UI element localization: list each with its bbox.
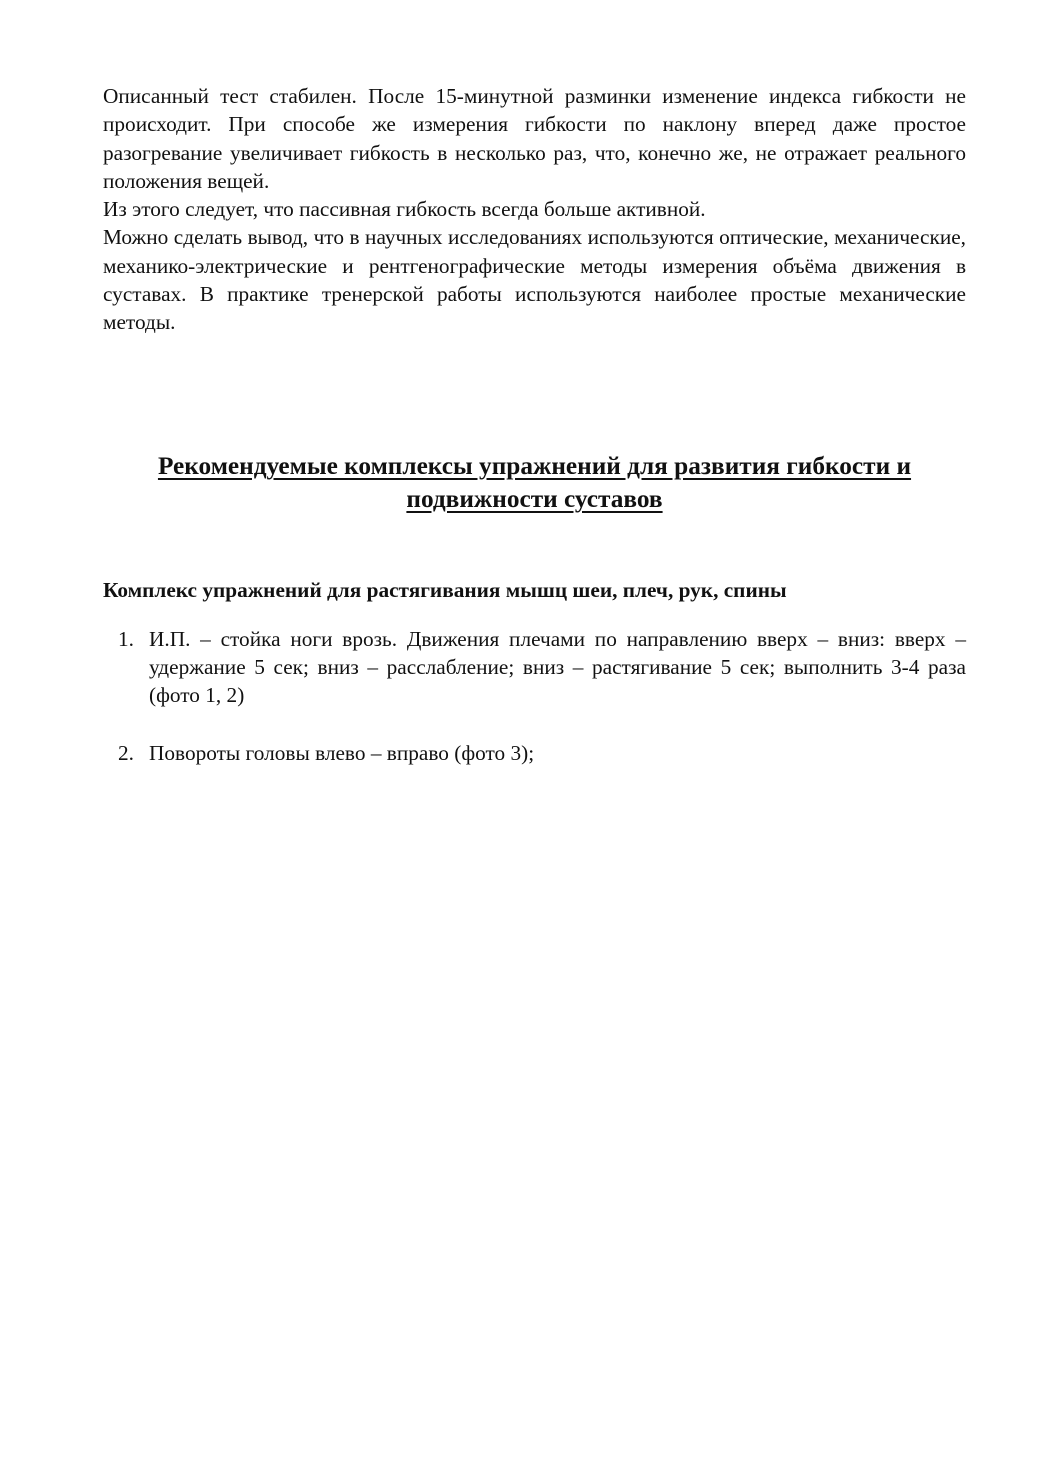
section-heading: [103, 450, 966, 516]
paragraph-passive-flexibility: Из этого следует, что пассивная гибкость всегда больше активной.: [103, 197, 706, 222]
paragraph-test-stability: Описанный тест стабилен. После 15-минутной разминки изменение индекса гибкости не происходит. При способе же измерения гибкости по наклону вперед даже простое разогревание увеличивает гибкость в несколько раз, что, конечно же, не отражает реального положения вещей.: [103, 84, 966, 193]
paragraph-conclusion: Можно сделать вывод, что в научных исследованиях используются оптические, механические, механико-электрические и рентгенографические методы измерения объёма движения в суставах. В практике тренерской работы используются наиболее простые механические методы.: [103, 225, 966, 335]
list-item-text: И.П. – стойка ноги врозь. Движения плечами по направлению вверх – вниз: вверх – удержание 5 сек; вниз – расслабление; вниз – растягивание 5 сек; выполнить 3-4 раза (фото 1, 2): [149, 626, 966, 708]
exercise-complex-subheading: Комплекс упражнений для растягивания мышц шеи, плеч, рук, спины: [103, 577, 787, 602]
exercise-list: [103, 625, 966, 767]
list-item-number: 2.: [118, 740, 134, 765]
document-page: [103, 82, 966, 767]
section-heading-line-1: Рекомендуемые комплексы упражнений для развития гибкости и: [157, 451, 912, 480]
section-heading-line-2: подвижности суставов: [406, 484, 663, 513]
list-item-number: 1.: [118, 626, 134, 651]
list-item: [118, 625, 966, 710]
list-item-text: Повороты головы влево – вправо (фото 3);: [149, 740, 535, 765]
list-item: [118, 739, 966, 767]
